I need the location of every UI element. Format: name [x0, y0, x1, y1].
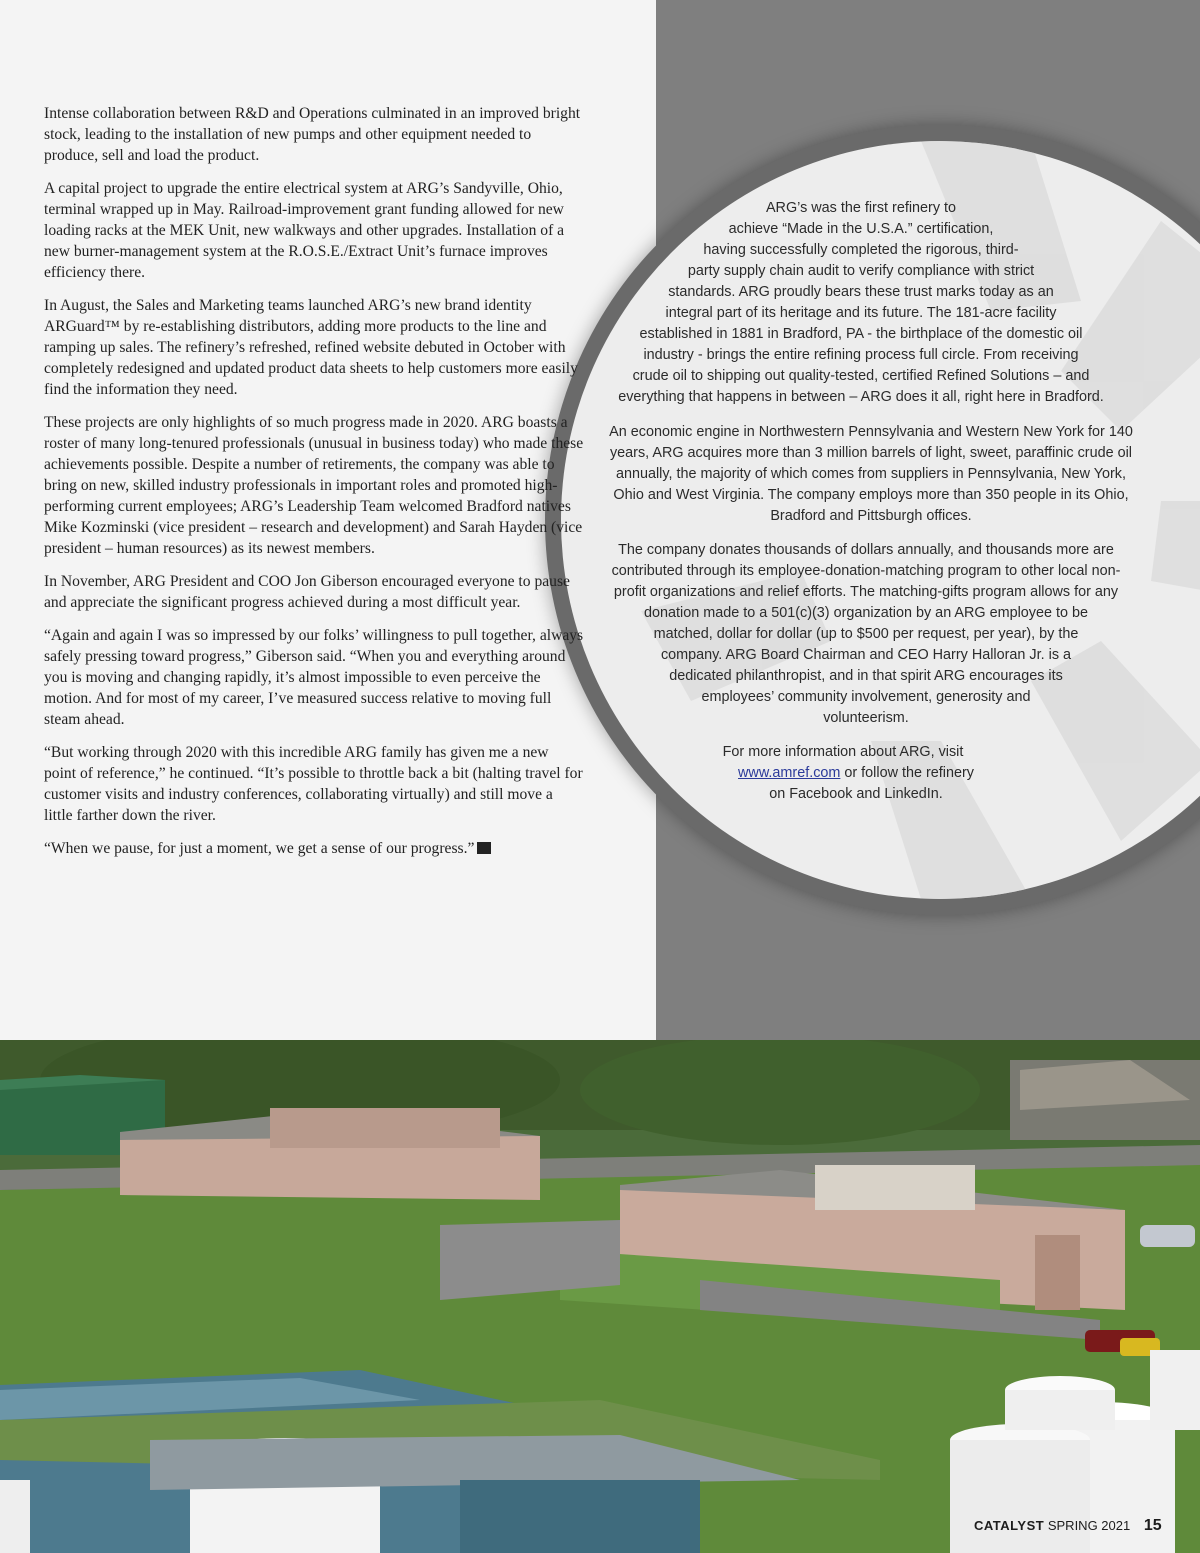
- end-mark-icon: [477, 842, 491, 854]
- sidebar-line: volunteerism.: [823, 710, 909, 726]
- sidebar-line: standards. ARG proudly bears these trust marks today as an: [668, 284, 1054, 300]
- sidebar-line: established in 1881 in Bradford, PA - the birthplace of the domestic oil: [639, 326, 1083, 342]
- article-paragraph: In August, the Sales and Marketing teams launched ARG’s new brand identity ARGuard™ by re-establishing distributors, adding more products to the line and ramping up sales. The refinery’s refreshed, refined website debuted in October with completely redesigned and updated product data sheets to help customers more easily find the information they need.: [44, 297, 578, 398]
- page-number: 15: [1143, 1517, 1162, 1534]
- sidebar-paragraph-2: [566, 422, 1176, 527]
- sidebar-line: An economic engine in Northwestern Pennsylvania and Western New York for 140: [609, 424, 1133, 440]
- sidebar-line: annually, the majority of which comes from suppliers in Pennsylvania, New York,: [615, 466, 1127, 482]
- sidebar-line: ARG’s was the first refinery to: [765, 200, 957, 216]
- sidebar-line: The company donates thousands of dollars annually, and thousands more are: [618, 542, 1114, 558]
- website-link[interactable]: www.amref.com: [738, 765, 841, 781]
- article-paragraph: A capital project to upgrade the entire electrical system at ARG’s Sandyville, Ohio, terminal wrapped up in May. Railroad-improvement grant funding allowed for new loading racks at the MEK Unit, new walkways and other upgrades. Installation of a new burner-management system at the R.O.S.E./Extract Unit’s furnace improves efficiency there.: [44, 180, 565, 281]
- sidebar-line: party supply chain audit to verify compliance with strict: [687, 263, 1035, 279]
- contact-line-2-rest: or follow the refinery: [840, 765, 974, 781]
- refinery-aerial-photo: [0, 1040, 1200, 1553]
- article-paragraph: In November, ARG President and COO Jon Giberson encouraged everyone to pause and appreciate the significant progress achieved during a most difficult year.: [44, 573, 570, 611]
- sidebar-line: dedicated philanthropist, and in that spirit ARG encourages its: [669, 668, 1063, 684]
- sidebar-line: profit organizations and relief efforts. The matching-gifts program allows for any: [613, 584, 1119, 600]
- sidebar-line: industry - brings the entire refining process full circle. From receiving: [643, 347, 1079, 363]
- sidebar-line: crude oil to shipping out quality-tested, certified Refined Solutions – and: [632, 368, 1090, 384]
- sidebar-line: employees’ community involvement, generosity and: [701, 689, 1031, 705]
- article-body: [44, 103, 584, 871]
- article-paragraph-final: [44, 838, 584, 859]
- sidebar-contact: [646, 742, 1066, 805]
- magazine-name: CATALYST: [974, 1518, 1045, 1533]
- sidebar-line: company. ARG Board Chairman and CEO Harry Halloran Jr. is a: [660, 647, 1072, 663]
- article-paragraph: Intense collaboration between R&D and Operations culminated in an improved bright stock, leading to the installation of new pumps and other equipment needed to produce, sell and load the product.: [44, 105, 581, 164]
- contact-line-1: For more information about ARG, visit: [722, 744, 964, 760]
- sidebar-line: years, ARG acquires more than 3 million barrels of light, sweet, paraffinic crude oil: [609, 445, 1133, 461]
- sidebar-line: achieve “Made in the U.S.A.” certification,: [728, 221, 994, 237]
- article-closing-quote: “When we pause, for just a moment, we get a sense of our progress.”: [44, 840, 475, 857]
- sidebar-line: matched, dollar for dollar (up to $500 per request, per year), by the: [653, 626, 1079, 642]
- sidebar-line: having successfully completed the rigorous, third-: [703, 242, 1019, 258]
- sidebar-paragraph-1: [566, 198, 1156, 408]
- page-folio: [974, 1517, 1162, 1535]
- sidebar-paragraph-3: [566, 540, 1166, 729]
- sidebar-line: Ohio and West Virginia. The company employs more than 350 people in its Ohio,: [613, 487, 1129, 503]
- article-paragraph: These projects are only highlights of so much progress made in 2020. ARG boasts a roster of many long-tenured professionals (unusual in business today) who made these achievements possible. Despite a number of retirements, the company was able to bring on new, skilled industry professionals in important roles and promoted high-performing current employees; ARG’s Leadership Team welcomed Bradford natives Mike Kozminski (vice president – research and development) and Sarah Hayden (vice president – human resources) as its newest members.: [44, 414, 584, 557]
- sidebar-line: contributed through its employee-donation-matching program to other local non-: [611, 563, 1121, 579]
- contact-line-2: [646, 763, 1066, 784]
- article-paragraph: “But working through 2020 with this incredible ARG family has given me a new point of reference,” he continued. “It’s possible to throttle back a bit (halting travel for customer visits and industry conferences, collaborating virtually) and still move a little farther down the river.: [44, 744, 583, 824]
- contact-line-3: on Facebook and LinkedIn.: [769, 786, 943, 802]
- sidebar-line: everything that happens in between – ARG does it all, right here in Bradford.: [618, 389, 1104, 405]
- article-paragraph: “Again and again I was so impressed by our folks’ willingness to pull together, always safely pressing toward progress,” Giberson said. “When you and everything around you is moving and changing rapidly, it’s almost impossible to even perceive the motion. And for most of my career, I’ve measured success relative to moving full steam ahead.: [44, 627, 584, 728]
- issue-date: SPRING 2021: [1047, 1518, 1131, 1533]
- sidebar-line: Bradford and Pittsburgh offices.: [770, 508, 972, 524]
- sidebar-line: integral part of its heritage and its future. The 181-acre facility: [665, 305, 1057, 321]
- sidebar-line: donation made to a 501(c)(3) organization by an ARG employee to be: [644, 605, 1088, 621]
